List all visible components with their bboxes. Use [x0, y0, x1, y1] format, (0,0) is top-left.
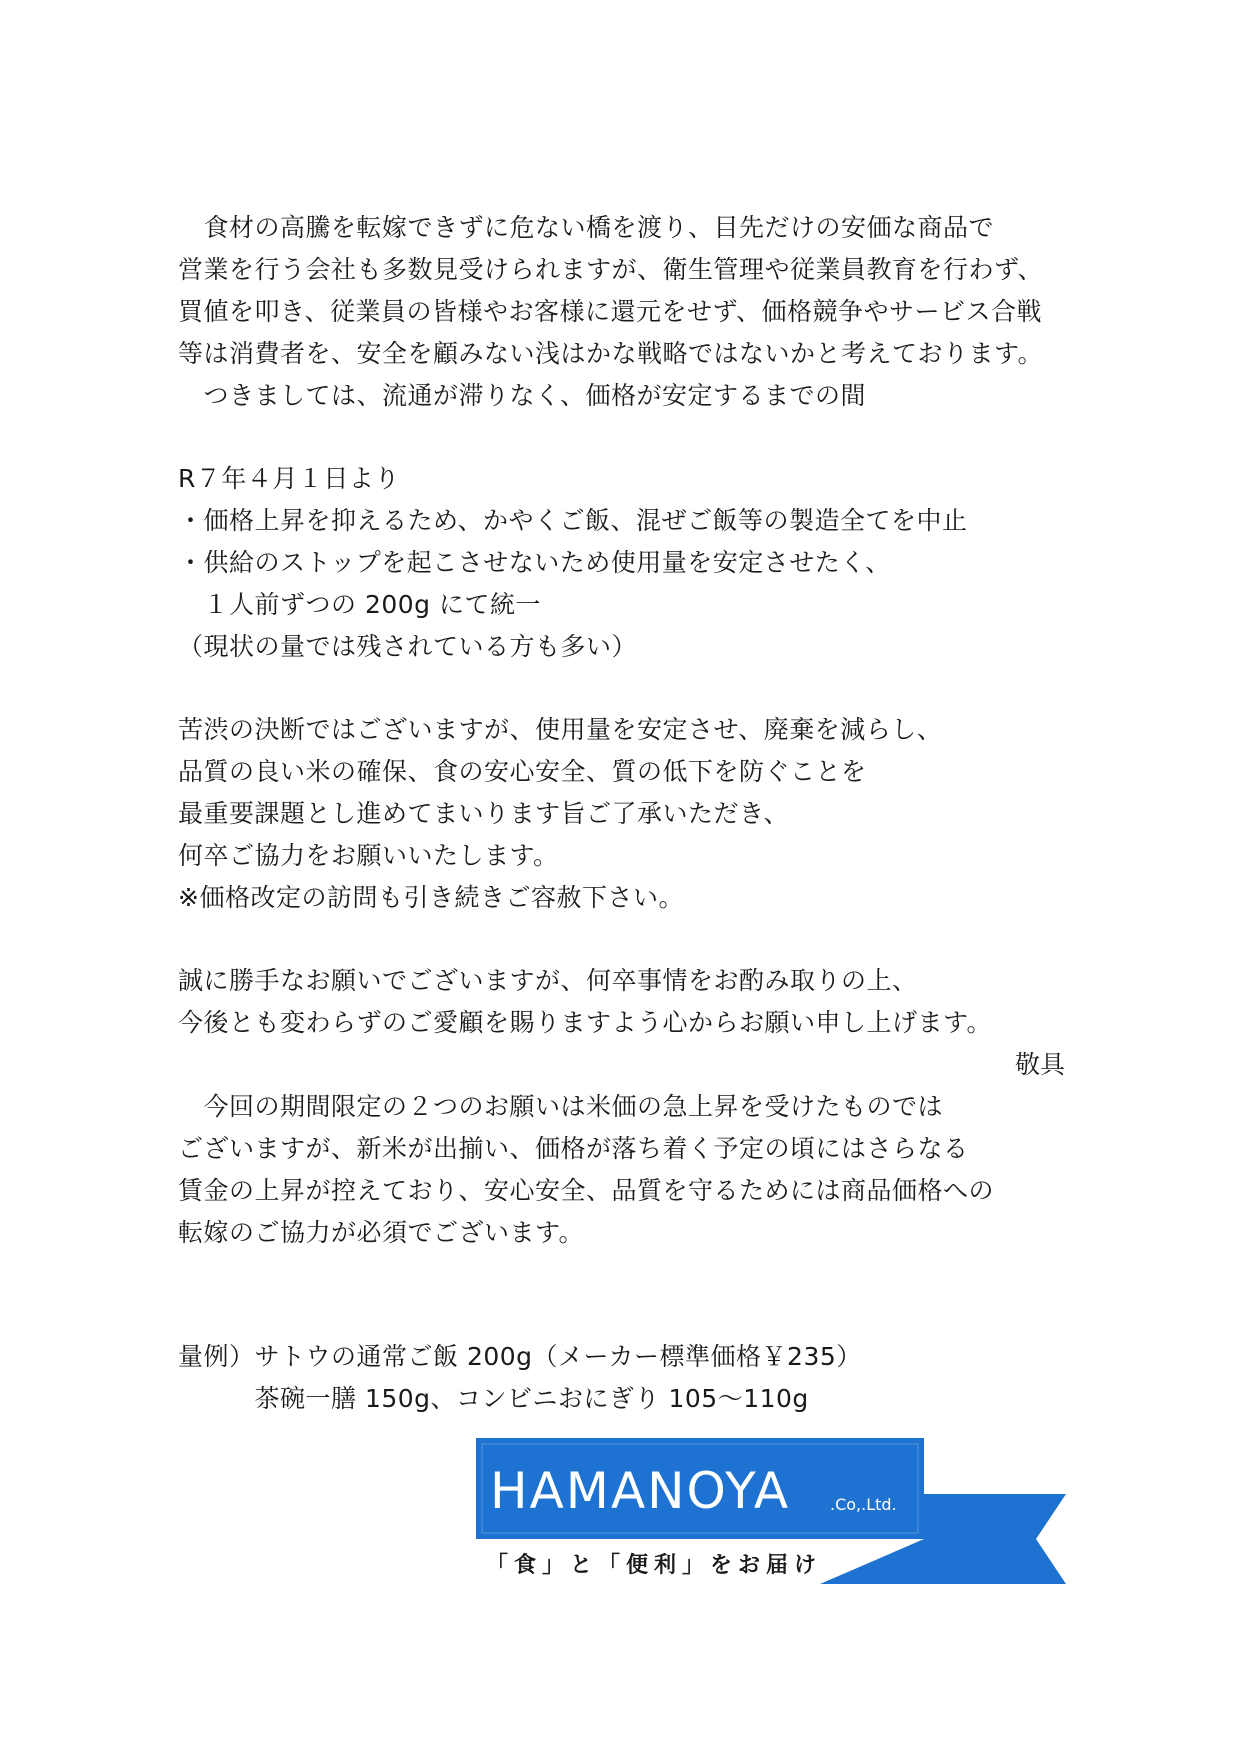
bullet-item: ・供給のストップを起こさせないため使用量を安定させたく、	[178, 548, 891, 577]
body-line: 買値を叩き、従業員の皆様やお客様に還元をせず、価格競争やサービス合戦	[178, 297, 1043, 326]
body-line: つきましては、流通が滞りなく、価格が安定するまでの間	[178, 381, 867, 410]
closing-keigu: 敬具	[1014, 1050, 1065, 1079]
body-line: 今回の期間限定の２つのお願いは米価の急上昇を受けたものでは	[178, 1092, 944, 1121]
company-logo	[476, 1438, 1066, 1584]
body-line: 何卒ご協力をお願いいたします。	[178, 841, 559, 870]
quantity-example: 量例）サトウの通常ご飯 200g（メーカー標準価格￥235）	[178, 1342, 862, 1371]
bullet-item-continued: １人前ずつの 200g にて統一	[178, 590, 541, 619]
hamanoya-logo-graphic	[476, 1438, 1066, 1584]
logo-name: HAMANOYA	[490, 1462, 791, 1520]
logo-tagline: 「食」と「便利」をお届け	[486, 1553, 823, 1578]
body-line: 品質の良い米の確保、食の安心安全、質の低下を防ぐことを	[178, 757, 867, 786]
body-line: 転嫁のご協力が必須でございます。	[178, 1218, 585, 1247]
bullet-note: （現状の量では残されている方も多い）	[178, 632, 638, 661]
quantity-example: 茶碗一膳 150g、コンビニおにぎり 105～110g	[178, 1384, 809, 1413]
body-line: 最重要課題とし進めてまいります旨ご了承いただき、	[178, 799, 790, 828]
body-line: 誠に勝手なお願いでございますが、何卒事情をお酌み取りの上、	[178, 966, 918, 995]
body-line: ございますが、新米が出揃い、価格が落ち着く予定の頃にはさらなる	[178, 1134, 969, 1163]
logo-suffix: .Co,.Ltd.	[830, 1495, 897, 1514]
body-line: 今後とも変わらずのご愛顧を賜りますよう心からお願い申し上げます。	[178, 1008, 993, 1037]
body-line: 苦渋の決断ではございますが、使用量を安定させ、廃棄を減らし、	[178, 715, 943, 744]
body-line: 賃金の上昇が控えており、安心安全、品質を守るためには商品価格への	[178, 1176, 995, 1205]
body-line: 営業を行う会社も多数見受けられますが、衛生管理や従業員教育を行わず、	[178, 255, 1044, 284]
bullet-item: ・価格上昇を抑えるため、かやくご飯、混ぜご飯等の製造全てを中止	[178, 506, 968, 535]
body-line: 食材の高騰を転嫁できずに危ない橋を渡り、目先だけの安価な商品で	[178, 213, 995, 242]
effective-date: R７年４月１日より	[178, 464, 400, 493]
body-line: 等は消費者を、安全を顧みない浅はかな戦略ではないかと考えております。	[178, 339, 1044, 368]
body-note: ※価格改定の訪問も引き続きご容赦下さい。	[178, 883, 684, 912]
